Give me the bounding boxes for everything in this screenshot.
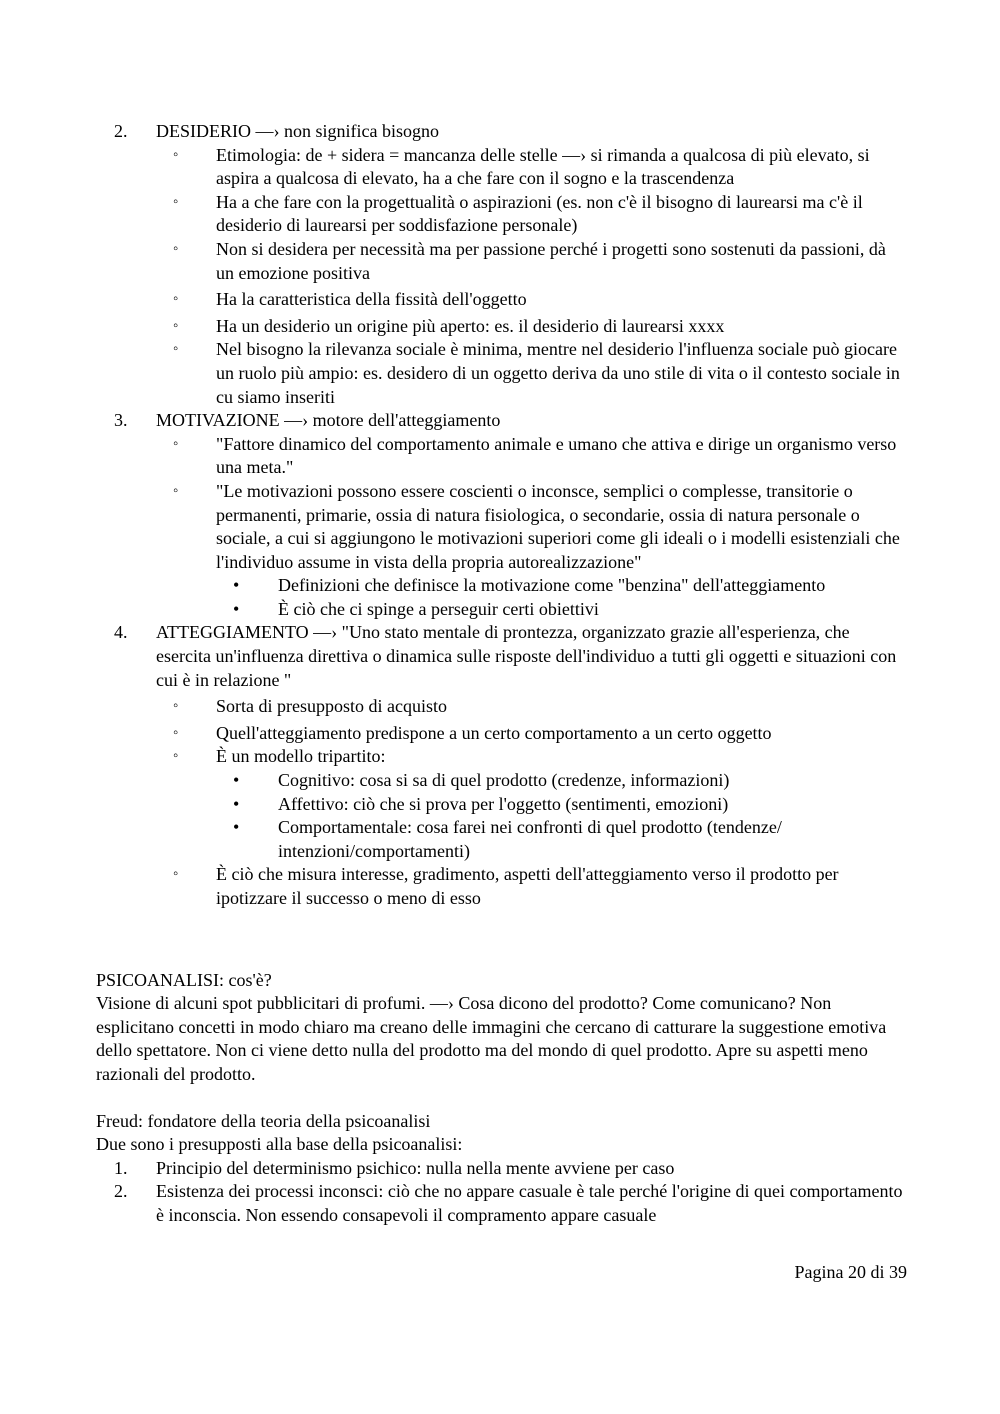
list-item-text: Principio del determinismo psichico: nulla nella mente avviene per caso bbox=[156, 1157, 675, 1178]
sub-item-text: Ha un desiderio un origine più aperto: es. il desiderio di laurearsi xxxx bbox=[216, 315, 725, 336]
sub-item-text: Nel bisogno la rilevanza sociale è minima, mentre nel desiderio l'influenza sociale può giocare un ruolo più ampio: es. desidero di un oggetto deriva da uno stile di vita o il contesto sociale in cu siamo inseriti bbox=[216, 339, 900, 407]
list-number: 4. bbox=[114, 622, 128, 643]
sub-item bbox=[156, 288, 908, 312]
circle-bullet-icon: ◦ bbox=[173, 866, 179, 883]
list-item-heading: ATTEGGIAMENTO —› "Uno stato mentale di prontezza, organizzato grazie all'esperienza, che esercita un'influenza direttiva o dinamica sulle risposte dell'individuo a tutti gli oggetti e situazioni con cui è in relazione " bbox=[156, 622, 897, 690]
sub-item-text: Non si desidera per necessità ma per passione perché i progetti sono sostenuti da passioni, dà un emozione positiva bbox=[216, 238, 886, 283]
circle-bullet-icon: ◦ bbox=[173, 341, 179, 358]
sub-item bbox=[156, 238, 908, 285]
paragraph-psicoanalisi: Visione di alcuni spot pubblicitari di profumi. —› Cosa dicono del prodotto? Come comunicano? Non esplicitano concetti in modo chiaro ma creano delle immagini che cercano di catturare la suggestione emotiva dello spettatore. Non ci viene detto nulla del prodotto ma del mondo di quel prodotto. Apre su aspetti meno razionali del prodotto. bbox=[96, 993, 887, 1084]
sub-item-text: Ha a che fare con la progettualità o aspirazioni (es. non c'è il bisogno di laurearsi ma c'è il desiderio di laurearsi per soddisfazione personale) bbox=[216, 191, 863, 236]
page-body bbox=[96, 120, 908, 1228]
sub-item-text: È ciò che misura interesse, gradimento, aspetti dell'atteggiamento verso il prodotto per ipotizzare il successo o meno di esso bbox=[216, 864, 839, 908]
sub-list bbox=[156, 433, 908, 622]
circle-bullet-icon: ◦ bbox=[173, 146, 179, 163]
dot-item-text: Definizioni che definisce la motivazione come "benzina" dell'atteggiamento bbox=[278, 575, 826, 596]
sub-list bbox=[156, 144, 908, 410]
circle-bullet-icon: ◦ bbox=[173, 698, 179, 715]
circle-bullet-icon: ◦ bbox=[173, 291, 179, 308]
spacer bbox=[96, 1087, 908, 1110]
sub-item-text: Sorta di presupposto di acquisto bbox=[216, 696, 447, 717]
page-number: Pagina 20 di 39 bbox=[794, 1262, 907, 1282]
dot-bullet-icon: • bbox=[233, 793, 240, 814]
dot-bullet-icon: • bbox=[233, 770, 240, 791]
list-item-heading: MOTIVAZIONE —› motore dell'atteggiamento bbox=[156, 410, 501, 431]
sub-item bbox=[156, 315, 908, 339]
sub-list bbox=[156, 695, 908, 910]
dot-item bbox=[156, 598, 908, 622]
sub-item bbox=[156, 722, 908, 746]
circle-bullet-icon: ◦ bbox=[173, 193, 179, 210]
dot-item-text: È ciò che ci spinge a perseguir certi obiettivi bbox=[278, 598, 599, 619]
list-item-atteggiamento bbox=[96, 621, 908, 910]
list-number: 1. bbox=[114, 1157, 128, 1178]
spacer bbox=[96, 911, 908, 969]
list-number: 2. bbox=[114, 121, 128, 141]
dot-bullet-icon: • bbox=[233, 575, 240, 596]
sub-item bbox=[156, 695, 908, 719]
dot-item-text: Cognitivo: cosa si sa di quel prodotto (credenze, informazioni) bbox=[278, 770, 730, 791]
list-number: 2. bbox=[114, 1181, 128, 1202]
freud-line: Freud: fondatore della teoria della psicoanalisi bbox=[96, 1110, 431, 1131]
sub-item-text: "Fattore dinamico del comportamento animale e umano che attiva e dirige un organismo verso una meta." bbox=[216, 433, 897, 478]
dot-item bbox=[156, 816, 908, 863]
sub-item bbox=[156, 338, 908, 409]
dot-item-text: Affettivo: ciò che si prova per l'oggetto (sentimenti, emozioni) bbox=[278, 793, 729, 814]
dot-bullet-icon: • bbox=[233, 598, 240, 619]
sub-item bbox=[156, 863, 908, 910]
circle-bullet-icon: ◦ bbox=[173, 435, 179, 452]
dot-item-text: Comportamentale: cosa farei nei confronti di quel prodotto (tendenze/ intenzioni/comportamenti) bbox=[278, 817, 782, 861]
list-item-desiderio bbox=[96, 120, 908, 409]
circle-bullet-icon: ◦ bbox=[173, 748, 179, 765]
list-item-heading: DESIDERIO —› non significa bisogno bbox=[156, 121, 439, 141]
sub-item-text: È un modello tripartito: bbox=[216, 746, 386, 767]
circle-bullet-icon: ◦ bbox=[173, 317, 179, 334]
dot-bullet-icon: • bbox=[233, 817, 240, 838]
dot-item bbox=[156, 574, 908, 598]
sub-item-text: Ha la caratteristica della fissità dell'oggetto bbox=[216, 289, 527, 310]
sub-item-text: Quell'atteggiamento predispone a un certo comportamento a un certo oggetto bbox=[216, 722, 772, 743]
dot-item bbox=[156, 769, 908, 793]
list-number: 3. bbox=[114, 410, 128, 431]
circle-bullet-icon: ◦ bbox=[173, 724, 179, 741]
circle-bullet-icon: ◦ bbox=[173, 482, 179, 499]
list-item-inconsci bbox=[96, 1180, 908, 1227]
presupposti-line: Due sono i presupposti alla base della psicoanalisi: bbox=[96, 1134, 463, 1155]
sub-item-text: Etimologia: de + sidera = mancanza delle stelle —› si rimanda a qualcosa di più elevato, si aspira a qualcosa di elevato, ha a che fare con il sogno e la trascendenza bbox=[216, 144, 870, 189]
list-item-text: Esistenza dei processi inconsci: ciò che no appare casuale è tale perché l'origine di quei comportamento è inconscia. Non essendo consapevoli il compramento appare casuale bbox=[156, 1181, 903, 1225]
list-item-determinismo bbox=[96, 1157, 908, 1181]
sub-item-text: "Le motivazioni possono essere coscienti o inconsce, semplici o complesse, transitorie o permanenti, primarie, ossia di natura fisiologica, o secondarie, ossia di natura personale o sociale, a cui si aggiungono le motivazioni superiori come gli ideali o i modelli esistenziali che l'individuo assume in vista della propria autorealizzazione" bbox=[216, 480, 900, 572]
sub-item bbox=[156, 433, 908, 480]
sub-item bbox=[156, 745, 908, 863]
sub-item bbox=[156, 191, 908, 238]
sub-item bbox=[156, 144, 908, 191]
sub-item bbox=[156, 480, 908, 622]
dot-item bbox=[156, 793, 908, 817]
circle-bullet-icon: ◦ bbox=[173, 240, 179, 257]
section-heading-psicoanalisi: PSICOANALISI: cos'è? bbox=[96, 969, 272, 990]
list-item-motivazione bbox=[96, 409, 908, 621]
